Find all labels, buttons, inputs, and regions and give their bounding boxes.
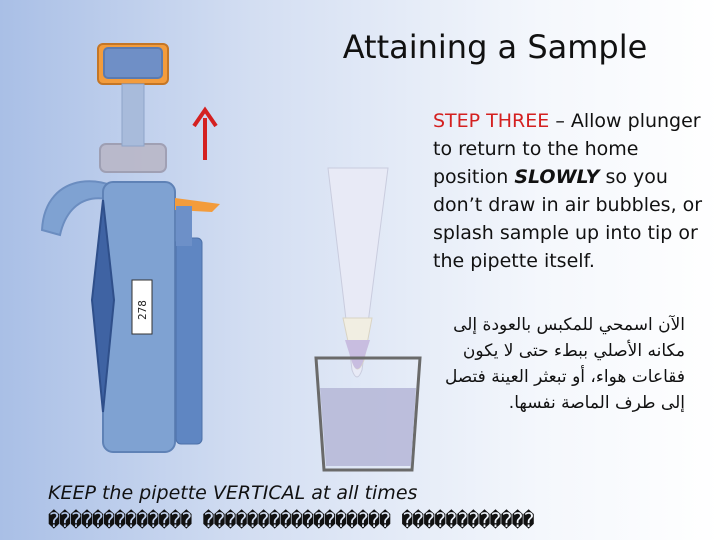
beaker-liquid <box>320 388 416 466</box>
slide-title: Attaining a Sample <box>342 28 648 66</box>
plunger-ghost <box>100 144 166 172</box>
plunger-stem <box>122 84 144 146</box>
keep-vertical-note: KEEP the pipette VERTICAL at all times <box>48 482 418 504</box>
instruction-line-1: Allow plunger to return to the home position <box>433 110 701 188</box>
ejector-stem <box>176 206 192 246</box>
instruction-emphasis: SLOWLY <box>514 166 600 188</box>
plunger-cap-top <box>104 48 162 78</box>
garbled-text-line: ������������� ����������������� ������������ <box>48 508 534 532</box>
up-arrow-icon <box>194 110 216 160</box>
volume-display: 278 <box>136 300 149 320</box>
arabic-instruction: الآن اسمحي للمكبس بالعودة إلى مكانه الأصلي ببطء حتى لا يكون فقاعات هواء، أو تبعثر العينة فتصل إلى طرف الماصة نفسها. <box>444 315 685 413</box>
step-label: STEP THREE <box>433 110 550 132</box>
pipette-side-grip <box>176 238 202 444</box>
instruction-text <box>433 107 703 275</box>
instruction-line-2: so you don’t draw in air bubbles, or splash sample up into tip or the pipette itself. <box>433 166 703 272</box>
tip-sample <box>345 340 370 369</box>
step-dash: – <box>549 110 571 132</box>
